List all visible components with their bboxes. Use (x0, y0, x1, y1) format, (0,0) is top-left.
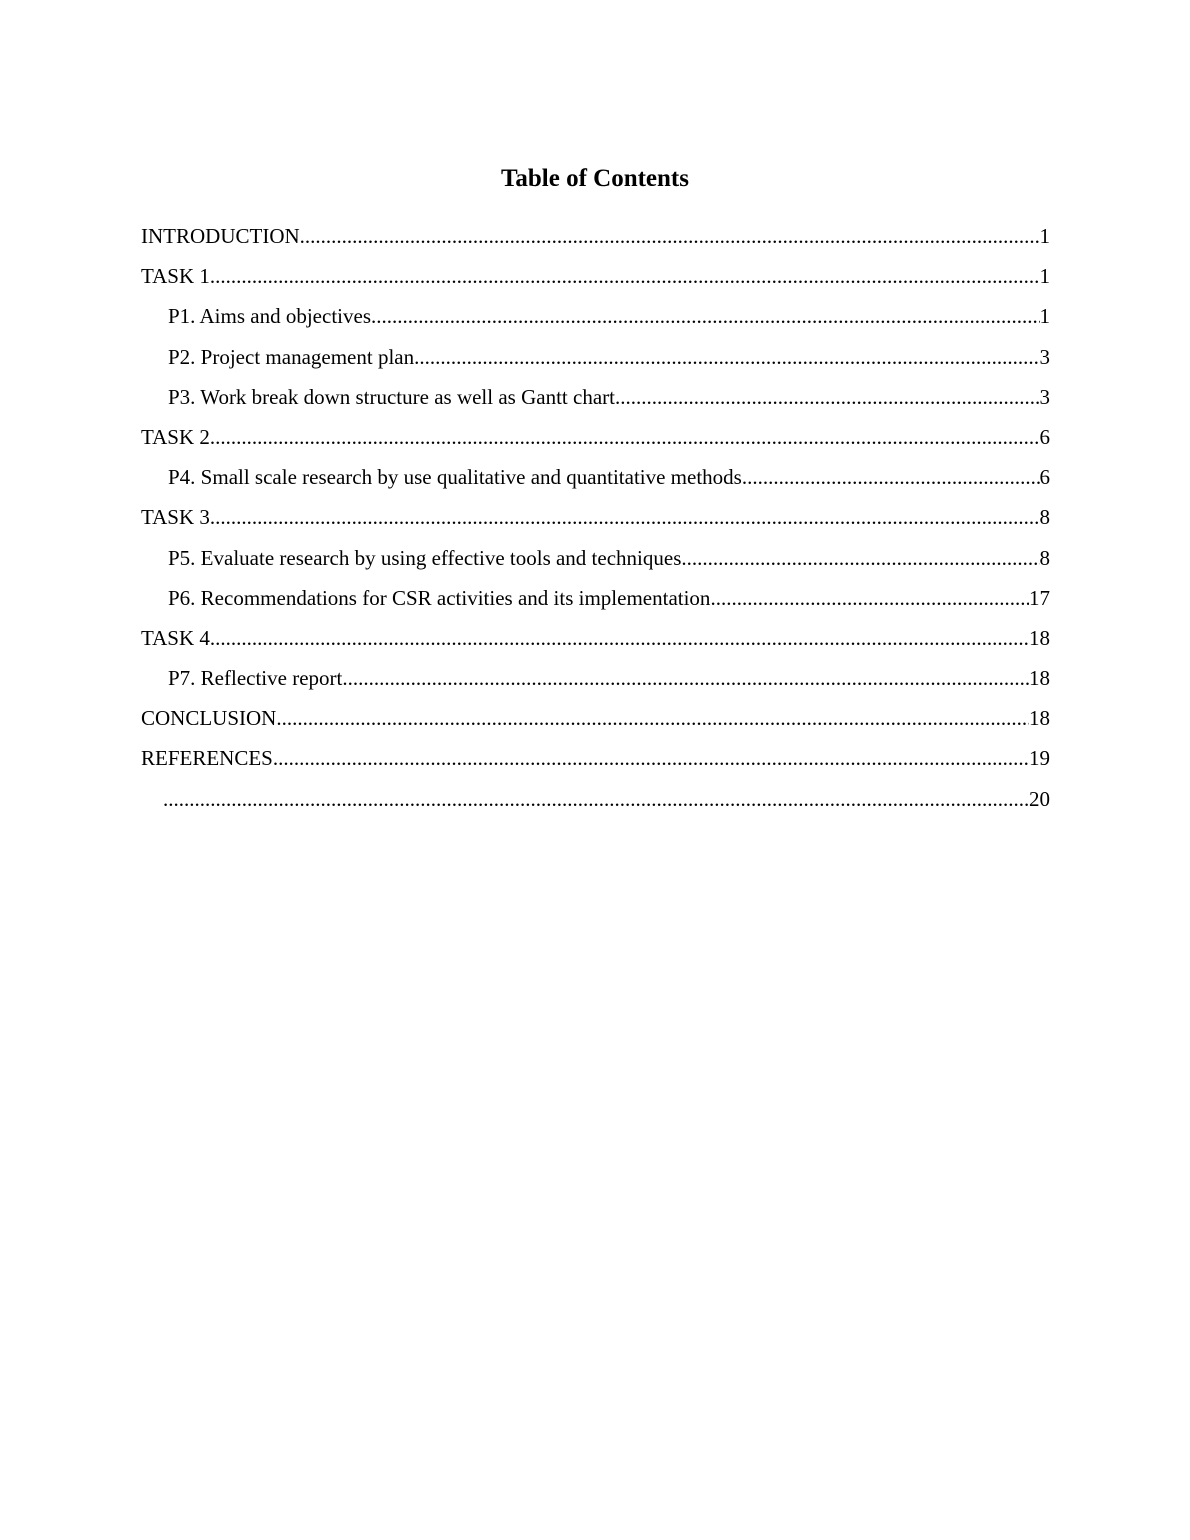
toc-entry-label: REFERENCES (141, 746, 273, 771)
toc-title: Table of Contents (501, 165, 689, 192)
toc-entry-label: CONCLUSION (141, 706, 277, 731)
toc-entry-p6[interactable] (141, 580, 1050, 620)
toc-page-number: 1 (1039, 264, 1050, 289)
toc-entry-label: TASK 1 (141, 264, 210, 289)
toc-entry-label: TASK 3 (141, 505, 210, 530)
toc-entry-introduction[interactable] (141, 218, 1050, 258)
toc-dot-leader (210, 419, 1040, 455)
toc-entry-label: TASK 4 (141, 625, 210, 650)
toc-entry-p2[interactable] (141, 339, 1050, 379)
toc-dot-leader (414, 339, 1039, 375)
toc-entry-label: INTRODUCTION (141, 224, 300, 248)
toc-dot-leader (273, 740, 1029, 776)
toc-page-number: 6 (1039, 424, 1050, 449)
toc-page-number: 8 (1039, 545, 1050, 570)
toc-entry-label: P5. Evaluate research by using effective tools and techniques (168, 545, 682, 570)
toc-page-number: 18 (1029, 625, 1050, 650)
table-of-contents (141, 218, 1050, 821)
toc-page-number: 1 (1039, 304, 1050, 329)
toc-page-number: 19 (1029, 746, 1050, 771)
toc-entry-label: P6. Recommendations for CSR activities and its implementation (168, 585, 711, 610)
toc-entry-label: P1. Aims and objectives (168, 304, 371, 329)
toc-entry-conclusion[interactable] (141, 700, 1050, 740)
toc-page-number: 3 (1039, 384, 1050, 409)
toc-entry-p5[interactable] (141, 540, 1050, 580)
toc-page-number: 8 (1039, 505, 1050, 530)
toc-entry-task-1[interactable] (141, 258, 1050, 298)
toc-dot-leader (742, 459, 1040, 495)
toc-page-number: 3 (1039, 344, 1050, 369)
toc-entry-task-2[interactable] (141, 419, 1050, 459)
toc-dot-leader (276, 700, 1029, 736)
toc-entry-label: P7. Reflective report (168, 666, 343, 691)
toc-entry-references[interactable] (141, 740, 1050, 780)
toc-dot-leader (300, 218, 1040, 254)
toc-dot-leader (210, 499, 1040, 535)
toc-entry-label: P2. Project management plan (168, 344, 415, 369)
toc-page-number: 6 (1039, 465, 1050, 490)
toc-dot-leader (615, 379, 1040, 415)
toc-entry-p4[interactable] (141, 459, 1050, 499)
toc-entry-label: TASK 2 (141, 424, 210, 449)
toc-entry-task-4[interactable] (141, 620, 1050, 660)
toc-page-number: 20 (1029, 786, 1050, 811)
toc-entry-unlabeled[interactable] (141, 781, 1050, 821)
toc-entry-label: P3. Work break down structure as well as Gantt chart (168, 384, 615, 409)
toc-dot-leader (710, 580, 1029, 616)
toc-entry-p1[interactable] (141, 298, 1050, 338)
toc-dot-leader (342, 660, 1029, 696)
toc-dot-leader (163, 781, 1029, 817)
toc-dot-leader (371, 298, 1040, 334)
toc-dot-leader (210, 258, 1040, 294)
toc-page-number: 18 (1029, 666, 1050, 691)
toc-page-number: 17 (1029, 585, 1050, 610)
toc-entry-label: P4. Small scale research by use qualitative and quantitative methods (168, 465, 742, 490)
toc-page-number: 1 (1039, 224, 1050, 248)
toc-entry-task-3[interactable] (141, 499, 1050, 539)
toc-dot-leader (210, 620, 1029, 656)
toc-dot-leader (681, 540, 1039, 576)
toc-page-number: 18 (1029, 706, 1050, 731)
toc-entry-p3[interactable] (141, 379, 1050, 419)
toc-entry-p7[interactable] (141, 660, 1050, 700)
